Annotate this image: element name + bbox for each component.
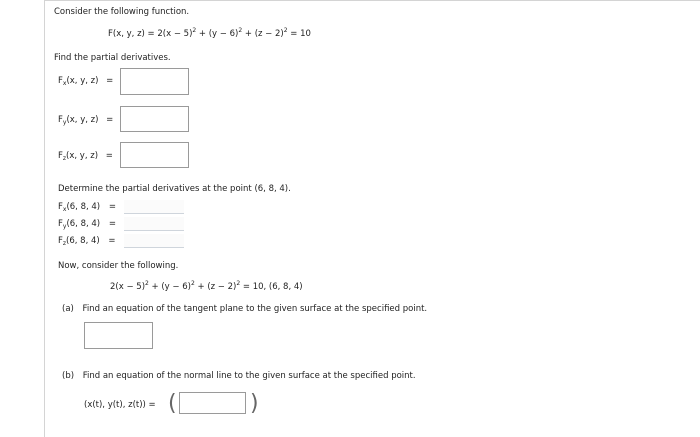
exponent: 2 — [238, 27, 243, 34]
surface-part: 2(x − 5) — [110, 282, 146, 292]
args: (x, y, z) — [66, 115, 99, 125]
surface-part: = 10, (6, 8, 4) — [240, 282, 303, 292]
fx-point-answer-input[interactable] — [124, 200, 184, 214]
point-partial-label-fz — [58, 237, 116, 246]
function-part: = 10 — [287, 29, 311, 39]
partial-label-fy — [58, 116, 113, 125]
subscript: x — [62, 80, 67, 87]
equals-sign: = — [108, 236, 116, 246]
part-a-text: Find an equation of the tangent plane to the given surface at the specified point. — [82, 304, 428, 314]
find-partials-text: Find the partial derivatives. — [54, 53, 171, 63]
equals-sign: = — [108, 219, 116, 229]
normal-line-input[interactable] — [179, 392, 246, 414]
part-b-label: (b) — [62, 371, 75, 381]
args: (x, y, z) — [66, 151, 99, 161]
exponent: 2 — [145, 280, 149, 287]
f-symbol: F — [58, 219, 63, 229]
f-symbol: F — [58, 76, 63, 86]
equals-sign: = — [106, 115, 114, 125]
part-a-label: (a) — [62, 304, 74, 314]
function-equation — [108, 27, 311, 39]
function-part: F(x, y, z) = 2(x − 5) — [108, 29, 193, 39]
f-symbol: F — [58, 151, 63, 161]
args: (6, 8, 4) — [66, 219, 101, 229]
f-symbol: F — [58, 115, 63, 125]
equals-sign: = — [108, 202, 116, 212]
left-paren-icon: ( — [168, 391, 177, 416]
surface-part: + (y − 6) — [148, 282, 191, 292]
surface-equation — [110, 280, 303, 292]
point-partial-label-fy — [58, 220, 116, 229]
subscript: z — [62, 240, 67, 247]
part-b-text: Find an equation of the normal line to the given surface at the specified point. — [82, 371, 416, 381]
normal-line-label: (x(t), y(t), z(t)) = — [84, 400, 156, 410]
intro-text: Consider the following function. — [54, 7, 190, 17]
point-partial-label-fx — [58, 203, 116, 212]
tangent-plane-input[interactable] — [84, 322, 153, 349]
args: (6, 8, 4) — [66, 202, 101, 212]
exponent: 2 — [283, 27, 288, 34]
args: (6, 8, 4) — [66, 236, 100, 246]
fz-point-answer-input[interactable] — [124, 234, 184, 248]
f-symbol: F — [58, 202, 63, 212]
right-paren-icon: ) — [250, 391, 259, 416]
exponent: 2 — [236, 280, 241, 287]
fy-answer-input[interactable] — [120, 106, 189, 132]
function-part: + (y − 6) — [196, 29, 239, 39]
part-b-question — [62, 372, 416, 381]
surface-part: + (z − 2) — [194, 282, 237, 292]
exponent: 2 — [192, 27, 197, 34]
point-prompt-text: Determine the partial derivatives at the point (6, 8, 4). — [58, 184, 291, 194]
subscript: y — [62, 119, 67, 126]
exponent: 2 — [190, 280, 195, 287]
now-consider-text: Now, consider the following. — [58, 261, 179, 271]
subscript: z — [62, 155, 67, 162]
args: (x, y, z) — [66, 76, 99, 86]
fy-point-answer-input[interactable] — [124, 217, 184, 231]
fz-answer-input[interactable] — [120, 142, 189, 168]
fx-answer-input[interactable] — [120, 68, 189, 95]
function-part: + (z − 2) — [242, 29, 284, 39]
equals-sign: = — [106, 76, 114, 86]
equals-sign: = — [105, 151, 113, 161]
subscript: y — [62, 223, 67, 230]
part-a-question — [62, 305, 427, 314]
f-symbol: F — [58, 236, 63, 246]
partial-label-fz — [58, 152, 113, 161]
subscript: x — [62, 206, 67, 213]
partial-label-fx — [58, 77, 113, 86]
